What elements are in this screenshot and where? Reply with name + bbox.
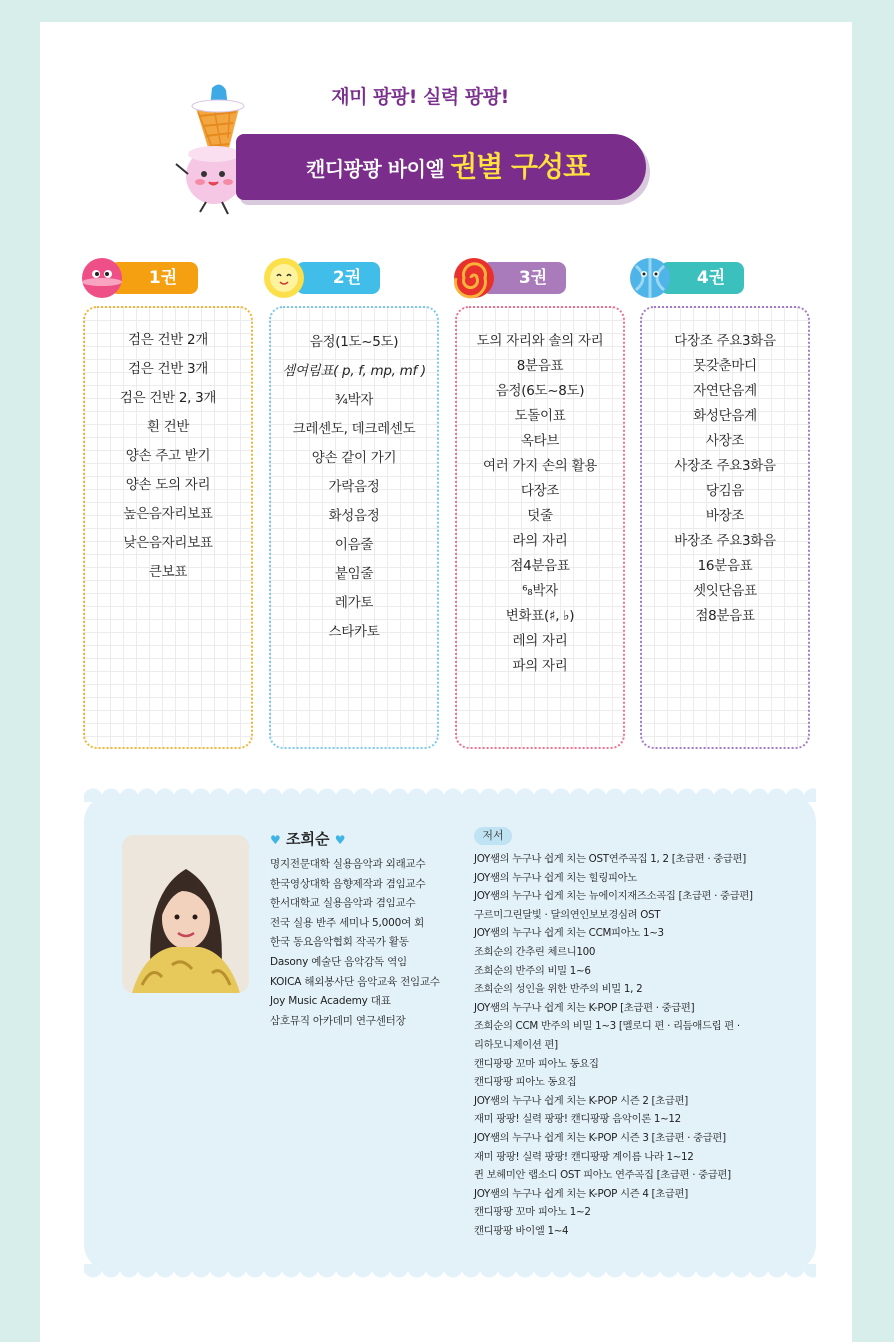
list-item: 바장조 주요3화음 bbox=[674, 533, 776, 549]
list-item: ¾박자 bbox=[334, 392, 374, 408]
list-item: 옥타브 bbox=[520, 433, 560, 449]
heart-icon: ♥ bbox=[270, 833, 281, 847]
list-item: 흰 건반 bbox=[146, 419, 190, 435]
list-item: 캔디팡팡 꼬마 피아노 1~2 bbox=[474, 1206, 591, 1219]
list-item: 레가토 bbox=[334, 595, 374, 611]
list-item: 점4분음표 bbox=[510, 558, 570, 574]
blue-candy-face-icon bbox=[628, 256, 672, 300]
yellow-candy-face-icon bbox=[262, 256, 306, 300]
list-item: 한서대학교 실용음악과 겸임교수 bbox=[270, 897, 416, 910]
books-badge: 저서 bbox=[474, 827, 512, 845]
list-item: 사장조 bbox=[705, 433, 745, 449]
tab-volume-1-label: 1권 bbox=[148, 268, 178, 288]
list-item: 전국 실용 반주 세미나 5,000여 회 bbox=[270, 916, 425, 929]
list-item: 파의 자리 bbox=[512, 658, 568, 674]
list-item: 붙임줄 bbox=[334, 566, 374, 582]
list-item: 음정(6도~8도) bbox=[495, 383, 585, 399]
list-item: 크레센도, 데크레센도 bbox=[292, 421, 416, 437]
list-item: 재미 팡팡! 실력 팡팡! 캔디팡팡 계이름 나라 1~12 bbox=[474, 1150, 694, 1163]
author-name: 조희순 bbox=[286, 830, 330, 848]
list-item: 낮은음자리보표 bbox=[123, 535, 213, 551]
author-name-heading bbox=[270, 828, 345, 849]
list-item: 양손 도의 자리 bbox=[125, 477, 211, 493]
list-item: 8분음표 bbox=[516, 358, 564, 374]
list-item: 셈여림표( p, f, mp, mf ) bbox=[282, 363, 426, 379]
list-item: 레의 자리 bbox=[512, 633, 568, 649]
volume-1-contents bbox=[83, 306, 253, 749]
list-item: 이음줄 bbox=[334, 537, 374, 553]
author-books-list bbox=[474, 850, 753, 1240]
volume-4-contents bbox=[640, 306, 810, 749]
list-item: 조희순의 간추린 체르니100 bbox=[474, 945, 596, 958]
red-swirl-candy-icon bbox=[452, 256, 496, 300]
list-item: 점8분음표 bbox=[695, 608, 755, 624]
tab-volume-4-label: 4권 bbox=[696, 268, 726, 288]
list-item: 한국영상대학 음향제작과 겸임교수 bbox=[270, 877, 426, 890]
list-item: 캔디팡팡 피아노 동요집 bbox=[474, 1076, 577, 1089]
list-item: 삼호뮤직 아카데미 연구센터장 bbox=[270, 1014, 406, 1027]
list-item: JOY쌤의 누구나 쉽게 치는 K-POP 시즌 3 [초급편 · 중급편] bbox=[474, 1131, 726, 1144]
list-item: 화성음정 bbox=[328, 508, 380, 524]
list-item: 검은 건반 3개 bbox=[128, 361, 208, 377]
author-career-list bbox=[270, 855, 440, 1031]
list-item: 자연단음계 bbox=[693, 383, 757, 399]
tab-volume-2-label: 2권 bbox=[332, 268, 362, 288]
list-item: 구르미그린달빛 · 달의연인보보경심려 OST bbox=[474, 908, 661, 921]
list-item: 16분음표 bbox=[697, 558, 753, 574]
list-item: 스타카토 bbox=[328, 624, 380, 640]
tab-volume-3-label: 3권 bbox=[518, 268, 548, 288]
pink-candy-face-icon bbox=[80, 256, 124, 300]
list-item: 양손 주고 받기 bbox=[125, 448, 211, 464]
list-item: ⁶₈박자 bbox=[522, 583, 558, 599]
heart-icon: ♥ bbox=[334, 833, 346, 847]
list-item: JOY쌤의 누구나 쉽게 치는 뉴에이지재즈소곡집 [초급편 · 중급편] bbox=[474, 890, 753, 903]
list-item: 큰보표 bbox=[148, 564, 188, 580]
list-item: 도의 자리와 솔의 자리 bbox=[476, 333, 604, 349]
list-item: JOY쌤의 누구나 쉽게 치는 K-POP [초급편 · 중급편] bbox=[474, 1001, 695, 1014]
list-item: 퀸 보헤미안 랩소디 OST 피아노 연주곡집 [초급편 · 중급편] bbox=[474, 1169, 731, 1182]
list-item: 캔디팡팡 꼬마 피아노 동요집 bbox=[474, 1057, 599, 1070]
list-item: 캔디팡팡 바이엘 1~4 bbox=[474, 1224, 569, 1237]
list-item: 못갖춘마디 bbox=[693, 358, 757, 374]
list-item: 재미 팡팡! 실력 팡팡! 캔디팡팡 음악이론 1~12 bbox=[474, 1113, 681, 1126]
list-item: 사장조 주요3화음 bbox=[674, 458, 776, 474]
list-item: 명지전문대학 실용음악과 외래교수 bbox=[270, 858, 426, 870]
list-item: JOY쌤의 누구나 쉽게 치는 K-POP 시즌 4 [초급편] bbox=[474, 1187, 688, 1200]
list-item: 조희순의 성인을 위한 반주의 비밀 1, 2 bbox=[474, 983, 643, 996]
list-item: JOY쌤의 누구나 쉽게 치는 K-POP 시즌 2 [초급편] bbox=[474, 1094, 688, 1107]
list-item: 검은 건반 2, 3개 bbox=[119, 390, 217, 406]
list-item: 조희순의 반주의 비밀 1~6 bbox=[474, 964, 591, 977]
list-item: 당김음 bbox=[705, 483, 745, 499]
list-item: 여러 가지 손의 활용 bbox=[483, 458, 597, 474]
list-item: Joy Music Academy 대표 bbox=[270, 995, 391, 1008]
author-photo bbox=[122, 835, 249, 993]
page-title: 권별 구성표 bbox=[450, 150, 590, 183]
list-item: 양손 같이 가기 bbox=[311, 450, 397, 466]
list-item: JOY쌤의 누구나 쉽게 치는 CCM피아노 1~3 bbox=[474, 927, 664, 940]
list-item: 검은 건반 2개 bbox=[128, 332, 208, 348]
list-item: 가락음정 bbox=[328, 479, 380, 495]
list-item: 다장조 주요3화음 bbox=[674, 333, 776, 349]
list-item: 바장조 bbox=[705, 508, 745, 524]
list-item: JOY쌤의 누구나 쉽게 치는 OST연주곡집 1, 2 [초급편 · 중급편] bbox=[474, 853, 746, 865]
volume-3-contents bbox=[455, 306, 625, 749]
list-item: 높은음자리보표 bbox=[123, 506, 213, 522]
panel-scallop-bottom bbox=[84, 1264, 816, 1280]
list-item: 셋잇단음표 bbox=[693, 583, 757, 599]
title-banner bbox=[236, 134, 646, 200]
list-item: 도돌이표 bbox=[514, 408, 566, 424]
list-item: 음정(1도~5도) bbox=[309, 334, 399, 350]
list-item: 리하모니제이션 편] bbox=[474, 1038, 558, 1051]
banner-subtitle: 캔디팡팡 바이엘 bbox=[306, 157, 445, 181]
list-item: 한국 동요음악협회 작곡가 활동 bbox=[270, 936, 409, 949]
tab-volume-2 bbox=[296, 262, 380, 294]
list-item: JOY쌤의 누구나 쉽게 치는 힐링피아노 bbox=[474, 871, 637, 884]
list-item: KOICA 해외봉사단 음악교육 전임교수 bbox=[270, 975, 440, 988]
list-item: 변화표(♯, ♭) bbox=[505, 608, 575, 624]
list-item: 조희순의 CCM 반주의 비밀 1~3 [멜로디 편 · 리듬애드립 편 · bbox=[474, 1020, 740, 1033]
volume-2-contents bbox=[269, 306, 439, 749]
list-item: 다장조 bbox=[520, 483, 560, 499]
list-item: Dasony 예술단 음악감독 역임 bbox=[270, 955, 407, 968]
tab-volume-4 bbox=[660, 262, 744, 294]
list-item: 화성단음계 bbox=[693, 408, 757, 424]
slogan: 재미 팡팡! 실력 팡팡! bbox=[331, 86, 509, 108]
list-item: 덧줄 bbox=[527, 508, 553, 524]
list-item: 라의 자리 bbox=[512, 533, 568, 549]
